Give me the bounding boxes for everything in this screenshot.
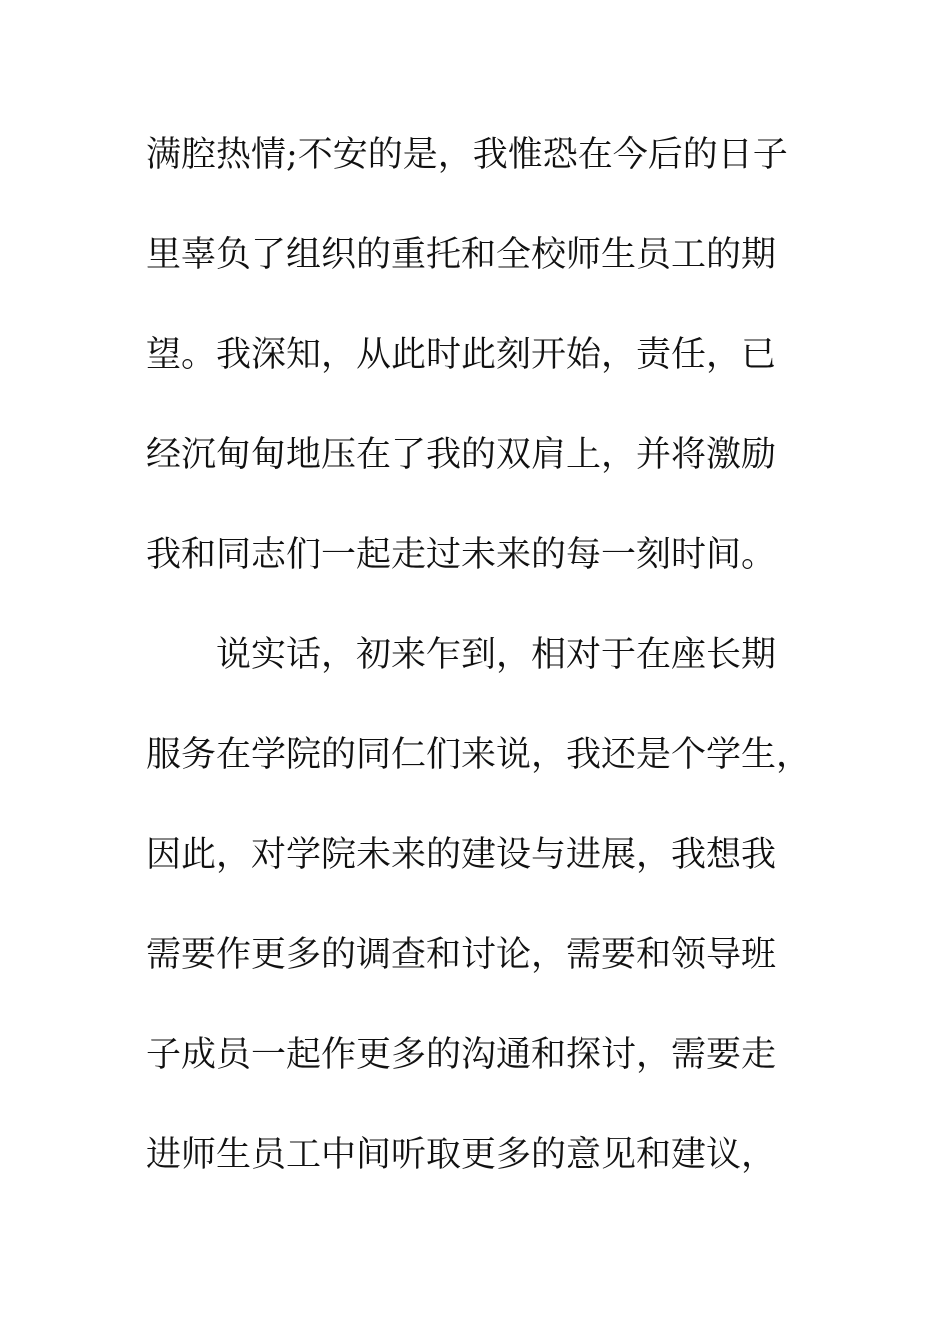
text-line: 子成员一起作更多的沟通和探讨，需要走	[146, 1035, 777, 1075]
text-line: 因此，对学院未来的建设与进展，我想我	[146, 835, 777, 875]
text-line: 经沉甸甸地压在了我的双肩上，并将激励	[146, 435, 777, 475]
paragraph-first-line: 说实话，初来乍到，相对于在座长期	[216, 635, 777, 675]
text-line: 我和同志们一起走过未来的每一刻时间。	[146, 535, 777, 575]
body-text	[146, 125, 826, 1225]
text-line: 里辜负了组织的重托和全校师生员工的期	[146, 235, 777, 275]
text-line: 进师生员工中间听取更多的意见和建议，	[146, 1135, 777, 1175]
text-line: 服务在学院的同仁们来说，我还是个学生，	[146, 735, 812, 775]
text-line: 望。我深知，从此时此刻开始，责任，已	[146, 335, 777, 375]
text-line: 满腔热情;不安的是，我惟恐在今后的日子	[146, 135, 788, 175]
text-line: 需要作更多的调查和讨论，需要和领导班	[146, 935, 777, 975]
